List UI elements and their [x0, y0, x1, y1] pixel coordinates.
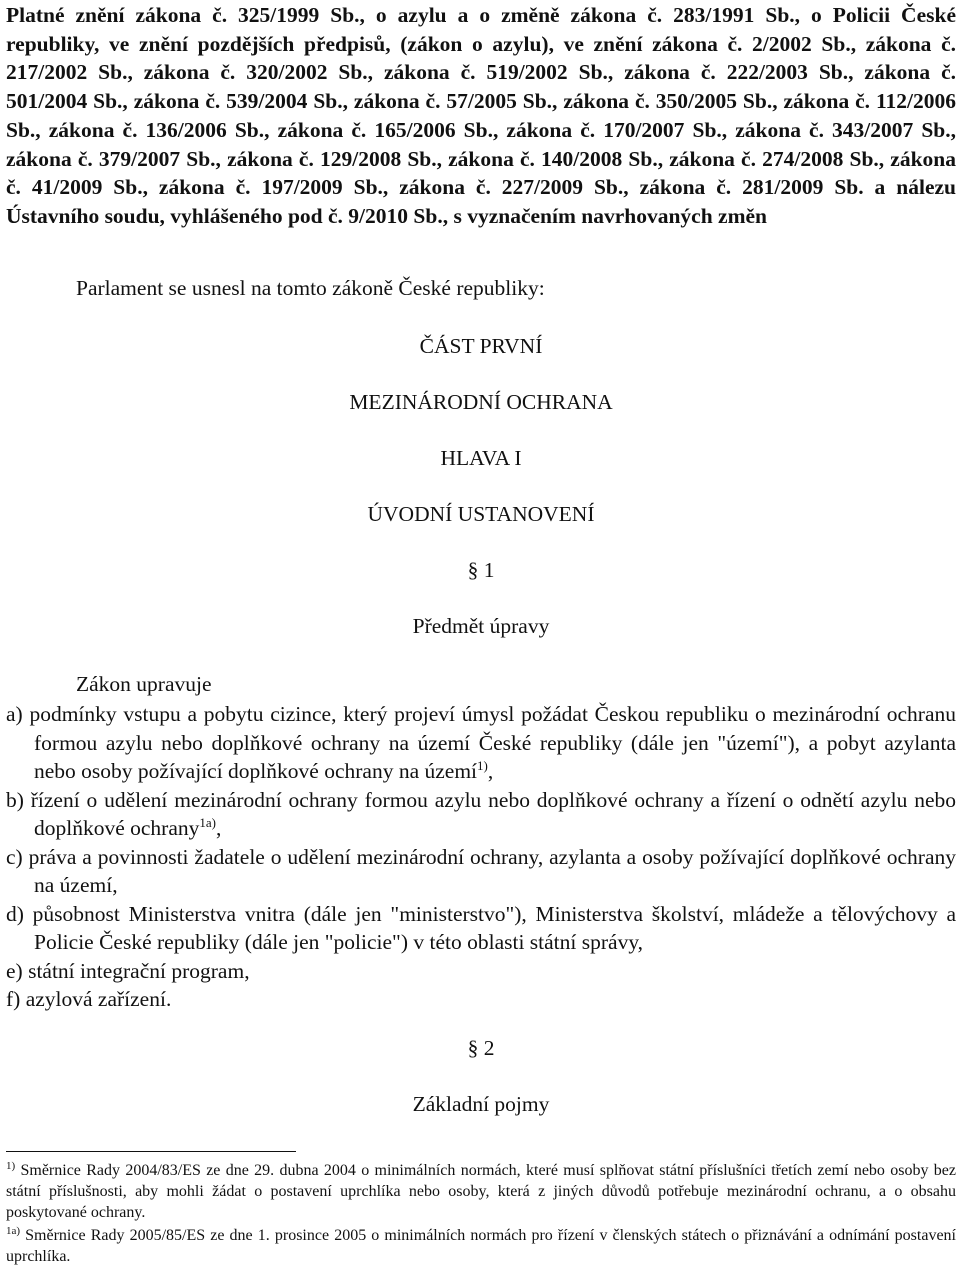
list-item: e) státní integrační program,	[6, 958, 250, 983]
chapter-title: ÚVODNÍ USTANOVENÍ	[367, 502, 595, 526]
part-title: MEZINÁRODNÍ OCHRANA	[349, 390, 613, 414]
item-a-text: a) podmínky vstupu a pobytu cizince, který projeví úmysl požádat Českou republiku o mezinárodní ochranu formou azylu nebo doplňkové ochrany na území České republiky (dále jen "území"), a pobyt azylanta nebo osoby požívající doplňkové ochrany na území	[6, 702, 956, 783]
section-1-title: Předmět úpravy	[412, 614, 550, 638]
item-a-tail: ,	[487, 759, 494, 783]
part-heading: ČÁST PRVNÍ	[419, 334, 543, 358]
footnote-ref-1: 1)	[477, 758, 488, 773]
section-1-lead: Zákon upravuje	[76, 672, 212, 696]
footnote-mark: 1a)	[6, 1225, 21, 1237]
list-item: c) práva a povinnosti žadatele o udělení mezinárodní ochrany, azylanta a osoby požívající doplňkové ochrany na území,	[6, 844, 956, 897]
list-item	[6, 700, 956, 786]
section-2-number: § 2	[467, 1036, 495, 1060]
intro-sentence: Parlament se usnesl na tomto zákoně České republiky:	[76, 276, 545, 300]
footnote-ref-1a: 1a)	[199, 815, 216, 830]
section-1-number: § 1	[467, 558, 495, 582]
list-item: d) působnost Ministerstva vnitra (dále jen "ministerstvo"), Ministerstva školství, mládeže a tělovýchovy a Policie České republiky (dále jen "policie") v této oblasti státní správy,	[6, 901, 956, 954]
footnote-text: Směrnice Rady 2004/83/ES ze dne 29. dubna 2004 o minimálních normách, které musí splňovat státní příslušníci třetích zemí nebo osoby bez státní příslušnosti, aby mohli žádat o postavení uprchlíka nebo osoby, která z jiných důvodů potřebuje mezinárodní ochranu, a o obsahu poskytované ochrany.	[6, 1162, 956, 1221]
list-item: f) azylová zařízení.	[6, 987, 172, 1011]
section-1-list	[6, 700, 956, 1014]
footnote-1a	[6, 1225, 956, 1267]
list-item	[6, 786, 956, 843]
footnote-1	[6, 1160, 956, 1223]
footnote-mark: 1)	[6, 1160, 16, 1172]
document-page	[6, 0, 956, 1265]
section-2-title: Základní pojmy	[412, 1092, 550, 1116]
item-b-text: b) řízení o udělení mezinárodní ochrany formou azylu nebo doplňkové ochrany a řízení o odnětí azylu nebo doplňkové ochrany	[6, 787, 956, 840]
item-b-tail: ,	[216, 816, 222, 840]
footnote-text: Směrnice Rady 2005/85/ES ze dne 1. prosince 2005 o minimálních normách pro řízení v členských státech o přiznávání a odnímání postavení uprchlíka.	[6, 1227, 956, 1265]
chapter-heading: HLAVA I	[440, 446, 522, 470]
document-title: Platné znění zákona č. 325/1999 Sb., o azylu a o změně zákona č. 283/1991 Sb., o Policii České republiky, ve znění pozdějších předpisů, (zákon o azylu), ve znění zákona č. 2/2002 Sb., zákona č. 217/2002 Sb., zákona č. 320/2002 Sb., zákona č. 519/2002 Sb., zákona č. 222/2003 Sb., zákona č. 501/2004 Sb., zákona č. 539/2004 Sb., zákona č. 57/2005 Sb., zákona č. 350/2005 Sb., zákona č. 112/2006 Sb., zákona č. 136/2006 Sb., zákona č. 165/2006 Sb., zákona č. 170/2007 Sb., zákona č. 343/2007 Sb., zákona č. 379/2007 Sb., zákona č. 129/2008 Sb., zákona č. 140/2008 Sb., zákona č. 274/2008 Sb., zákona č. 41/2009 Sb., zákona č. 197/2009 Sb., zákona č. 227/2009 Sb., zákona č. 281/2009 Sb. a nálezu Ústavního soudu, vyhlášeného pod č. 9/2010 Sb., s vyznačením navrhovaných změn	[6, 3, 956, 228]
footnotes	[6, 1160, 956, 1269]
footnote-divider	[6, 1151, 296, 1152]
